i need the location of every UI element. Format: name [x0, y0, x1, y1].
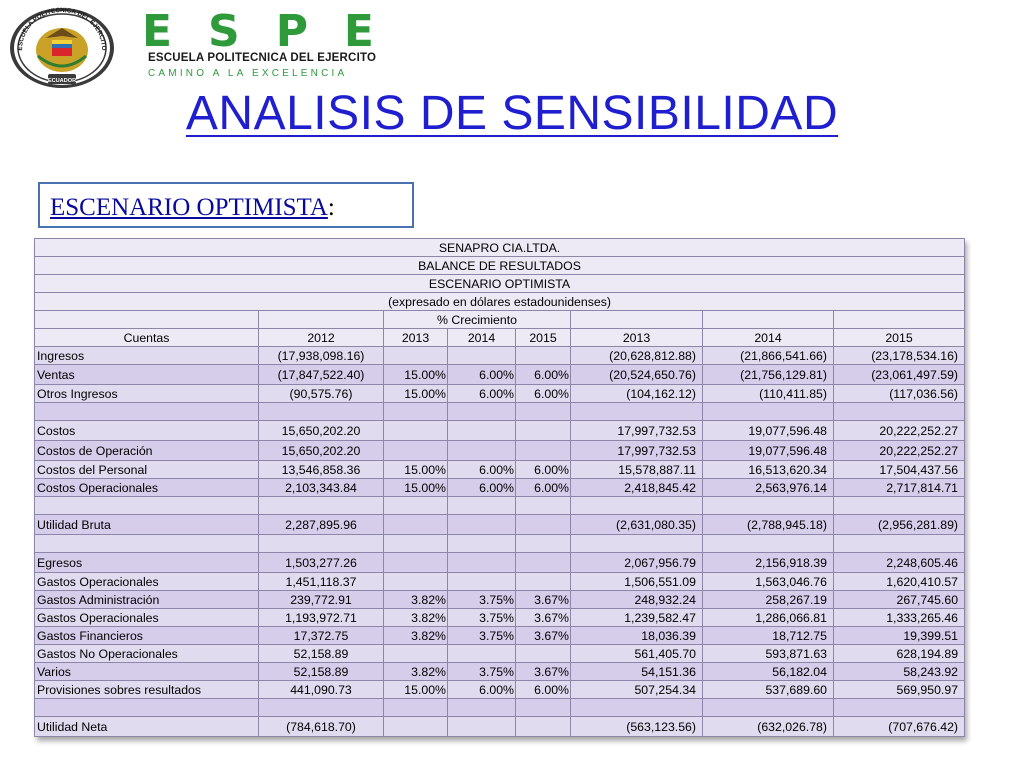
value-cell	[259, 403, 384, 421]
table-row	[35, 627, 965, 645]
value-cell: 3.82%	[384, 627, 448, 645]
header-cell	[571, 311, 703, 329]
value-cell: (23,178,534.16)	[834, 347, 965, 365]
table-row	[35, 421, 965, 441]
value-cell	[384, 403, 448, 421]
header-cell	[834, 311, 965, 329]
value-cell	[516, 573, 571, 591]
value-cell: 1,503,277.26	[259, 553, 384, 573]
currency-note: (expresado en dólares estadounidenses)	[35, 293, 965, 311]
value-cell: 6.00%	[448, 365, 516, 385]
value-cell	[516, 497, 571, 515]
value-cell	[384, 717, 448, 737]
value-cell: 3.67%	[516, 627, 571, 645]
value-cell	[516, 553, 571, 573]
value-cell: (784,618.70)	[259, 717, 384, 737]
seal-text-bottom: ECUADOR	[47, 78, 77, 84]
value-cell	[259, 497, 384, 515]
value-cell: 2,418,845.42	[571, 479, 703, 497]
value-cell: 6.00%	[516, 461, 571, 479]
account-cell	[35, 535, 259, 553]
spacer-row	[35, 535, 965, 553]
value-cell	[834, 699, 965, 717]
table-row	[35, 365, 965, 385]
value-cell: 17,997,732.53	[571, 421, 703, 441]
logo-letter: S	[208, 6, 240, 57]
table-row	[35, 573, 965, 591]
value-cell: (104,162.12)	[571, 385, 703, 403]
value-cell: 6.00%	[448, 461, 516, 479]
value-cell: (707,676.42)	[834, 717, 965, 737]
value-cell: 3.82%	[384, 591, 448, 609]
page-title: ANALISIS DE SENSIBILIDAD	[185, 87, 839, 140]
value-cell: 15.00%	[384, 385, 448, 403]
account-cell: Varios	[35, 663, 259, 681]
table-row	[35, 663, 965, 681]
table-row	[35, 553, 965, 573]
value-cell: 2,103,343.84	[259, 479, 384, 497]
header-row	[35, 293, 965, 311]
table-scenario: ESCENARIO OPTIMISTA	[35, 275, 965, 293]
value-cell	[448, 515, 516, 535]
column-header-row	[35, 329, 965, 347]
account-cell: Costos de Operación	[35, 441, 259, 461]
logo-letter: P	[275, 6, 308, 57]
table-row	[35, 347, 965, 365]
account-cell: Otros Ingresos	[35, 385, 259, 403]
value-cell: 17,372.75	[259, 627, 384, 645]
account-cell: Utilidad Bruta	[35, 515, 259, 535]
value-cell: 1,563,046.76	[703, 573, 834, 591]
value-cell	[516, 515, 571, 535]
value-cell	[448, 441, 516, 461]
logo-letter: E	[142, 6, 173, 57]
income-statement-table	[34, 238, 965, 737]
spacer-row	[35, 403, 965, 421]
value-cell	[571, 497, 703, 515]
scenario-label: ESCENARIO OPTIMISTA	[50, 194, 328, 221]
value-cell	[516, 421, 571, 441]
value-cell: 628,194.89	[834, 645, 965, 663]
value-cell: 1,286,066.81	[703, 609, 834, 627]
value-cell	[448, 347, 516, 365]
value-cell: 1,193,972.71	[259, 609, 384, 627]
logo-letters	[142, 6, 374, 57]
value-cell: (21,756,129.81)	[703, 365, 834, 385]
account-cell: Ingresos	[35, 347, 259, 365]
value-cell: 20,222,252.27	[834, 421, 965, 441]
account-cell	[35, 699, 259, 717]
value-cell	[516, 645, 571, 663]
table-row	[35, 645, 965, 663]
value-cell: (2,956,281.89)	[834, 515, 965, 535]
value-cell	[834, 403, 965, 421]
table-row	[35, 681, 965, 699]
value-cell: 15.00%	[384, 681, 448, 699]
header-row	[35, 311, 965, 329]
value-cell	[703, 403, 834, 421]
value-cell: (2,788,945.18)	[703, 515, 834, 535]
scenario-box	[38, 182, 414, 228]
table-row	[35, 385, 965, 403]
value-cell	[384, 421, 448, 441]
header-row	[35, 239, 965, 257]
value-cell	[384, 347, 448, 365]
account-cell: Gastos Administración	[35, 591, 259, 609]
table-row	[35, 461, 965, 479]
value-cell: 20,222,252.27	[834, 441, 965, 461]
value-cell: (110,411.85)	[703, 385, 834, 403]
value-cell	[448, 421, 516, 441]
value-cell: 593,871.63	[703, 645, 834, 663]
header-cell	[259, 311, 384, 329]
seal-text-top: ESCUELA POLITECNICA DEL EJERCITO	[16, 6, 108, 51]
table-row	[35, 717, 965, 737]
value-cell	[516, 699, 571, 717]
value-cell: 258,267.19	[703, 591, 834, 609]
column-header: 2014	[448, 329, 516, 347]
value-cell: 15.00%	[384, 479, 448, 497]
column-header: 2013	[571, 329, 703, 347]
value-cell	[516, 347, 571, 365]
account-cell: Costos Operacionales	[35, 479, 259, 497]
value-cell	[384, 573, 448, 591]
value-cell: 3.75%	[448, 663, 516, 681]
value-cell: 17,504,437.56	[834, 461, 965, 479]
account-cell: Provisiones sobres resultados	[35, 681, 259, 699]
value-cell: 2,287,895.96	[259, 515, 384, 535]
account-cell: Gastos Financieros	[35, 627, 259, 645]
value-cell: (17,847,522.40)	[259, 365, 384, 385]
value-cell: 15.00%	[384, 461, 448, 479]
column-header: 2015	[834, 329, 965, 347]
value-cell	[834, 535, 965, 553]
logo-subtitle: ESCUELA POLITECNICA DEL EJERCITO	[148, 52, 377, 64]
column-header: 2013	[384, 329, 448, 347]
value-cell	[384, 645, 448, 663]
value-cell: 15,650,202.20	[259, 441, 384, 461]
table-row	[35, 591, 965, 609]
value-cell: 6.00%	[516, 365, 571, 385]
header-row	[35, 275, 965, 293]
table-row	[35, 441, 965, 461]
value-cell: 2,717,814.71	[834, 479, 965, 497]
value-cell: (90,575.76)	[259, 385, 384, 403]
company-name: SENAPRO CIA.LTDA.	[35, 239, 965, 257]
value-cell: 6.00%	[516, 681, 571, 699]
value-cell	[448, 403, 516, 421]
espe-seal	[8, 6, 116, 90]
value-cell	[571, 699, 703, 717]
value-cell	[384, 441, 448, 461]
account-cell: Gastos Operacionales	[35, 573, 259, 591]
header-row	[35, 257, 965, 275]
value-cell: 52,158.89	[259, 663, 384, 681]
value-cell: 3.67%	[516, 663, 571, 681]
value-cell	[516, 441, 571, 461]
value-cell: 537,689.60	[703, 681, 834, 699]
value-cell: 1,620,410.57	[834, 573, 965, 591]
value-cell: (17,938,098.16)	[259, 347, 384, 365]
column-header: Cuentas	[35, 329, 259, 347]
table-row	[35, 609, 965, 627]
value-cell	[703, 535, 834, 553]
value-cell	[448, 573, 516, 591]
value-cell: 6.00%	[516, 385, 571, 403]
account-cell	[35, 403, 259, 421]
value-cell	[384, 699, 448, 717]
value-cell	[448, 553, 516, 573]
value-cell	[834, 497, 965, 515]
value-cell: 561,405.70	[571, 645, 703, 663]
value-cell: (563,123.56)	[571, 717, 703, 737]
value-cell: 16,513,620.34	[703, 461, 834, 479]
value-cell: 56,182.04	[703, 663, 834, 681]
value-cell	[448, 645, 516, 663]
value-cell: 58,243.92	[834, 663, 965, 681]
table-row	[35, 479, 965, 497]
account-cell: Egresos	[35, 553, 259, 573]
spacer-row	[35, 497, 965, 515]
espe-logo	[142, 6, 382, 82]
value-cell: 3.75%	[448, 609, 516, 627]
column-header: 2015	[516, 329, 571, 347]
value-cell: (21,866,541.66)	[703, 347, 834, 365]
value-cell: 3.82%	[384, 663, 448, 681]
scenario-colon: :	[327, 194, 335, 221]
svg-text:ESCUELA POLITECNICA DEL EJERCI	[17, 7, 107, 51]
value-cell: (23,061,497.59)	[834, 365, 965, 385]
header-cell	[35, 311, 259, 329]
value-cell: (20,524,650.76)	[571, 365, 703, 385]
income-statement-sheet	[34, 238, 964, 737]
account-cell: Costos	[35, 421, 259, 441]
value-cell	[384, 497, 448, 515]
growth-header: % Crecimiento	[384, 311, 571, 329]
value-cell: 6.00%	[516, 479, 571, 497]
value-cell: 13,546,858.36	[259, 461, 384, 479]
value-cell: 18,712.75	[703, 627, 834, 645]
account-cell: Costos del Personal	[35, 461, 259, 479]
column-header: 2012	[259, 329, 384, 347]
value-cell: 17,997,732.53	[571, 441, 703, 461]
value-cell: 6.00%	[448, 385, 516, 403]
header-cell	[703, 311, 834, 329]
value-cell: (2,631,080.35)	[571, 515, 703, 535]
value-cell: 267,745.60	[834, 591, 965, 609]
value-cell: 507,254.34	[571, 681, 703, 699]
value-cell	[516, 535, 571, 553]
value-cell: 52,158.89	[259, 645, 384, 663]
value-cell	[384, 553, 448, 573]
account-cell	[35, 497, 259, 515]
value-cell: 19,399.51	[834, 627, 965, 645]
value-cell: (20,628,812.88)	[571, 347, 703, 365]
value-cell	[571, 403, 703, 421]
value-cell: 3.82%	[384, 609, 448, 627]
value-cell	[571, 535, 703, 553]
value-cell: 3.67%	[516, 609, 571, 627]
logo-letter: E	[343, 6, 374, 57]
report-name: BALANCE DE RESULTADOS	[35, 257, 965, 275]
value-cell	[448, 497, 516, 515]
value-cell: (117,036.56)	[834, 385, 965, 403]
value-cell: 2,067,956.79	[571, 553, 703, 573]
value-cell: 15.00%	[384, 365, 448, 385]
value-cell	[703, 699, 834, 717]
value-cell: 15,650,202.20	[259, 421, 384, 441]
value-cell	[516, 403, 571, 421]
value-cell: 441,090.73	[259, 681, 384, 699]
value-cell: 1,333,265.46	[834, 609, 965, 627]
value-cell: 19,077,596.48	[703, 441, 834, 461]
logo-motto: CAMINO A LA EXCELENCIA	[148, 68, 348, 79]
value-cell: 1,451,118.37	[259, 573, 384, 591]
value-cell: 15,578,887.11	[571, 461, 703, 479]
value-cell: 569,950.97	[834, 681, 965, 699]
column-header: 2014	[703, 329, 834, 347]
value-cell: 19,077,596.48	[703, 421, 834, 441]
value-cell: 1,239,582.47	[571, 609, 703, 627]
value-cell: 2,156,918.39	[703, 553, 834, 573]
value-cell: 6.00%	[448, 479, 516, 497]
account-cell: Ventas	[35, 365, 259, 385]
value-cell	[516, 717, 571, 737]
value-cell: 3.75%	[448, 591, 516, 609]
value-cell	[703, 497, 834, 515]
value-cell	[259, 535, 384, 553]
value-cell: 6.00%	[448, 681, 516, 699]
spacer-row	[35, 699, 965, 717]
value-cell: 239,772.91	[259, 591, 384, 609]
value-cell: 248,932.24	[571, 591, 703, 609]
account-cell: Gastos Operacionales	[35, 609, 259, 627]
value-cell: 54,151.36	[571, 663, 703, 681]
value-cell: 3.67%	[516, 591, 571, 609]
value-cell	[448, 535, 516, 553]
table-row	[35, 515, 965, 535]
account-cell: Gastos No Operacionales	[35, 645, 259, 663]
value-cell: 2,563,976.14	[703, 479, 834, 497]
value-cell	[259, 699, 384, 717]
account-cell: Utilidad Neta	[35, 717, 259, 737]
value-cell	[448, 717, 516, 737]
value-cell: 2,248,605.46	[834, 553, 965, 573]
value-cell: (632,026.78)	[703, 717, 834, 737]
value-cell	[384, 515, 448, 535]
value-cell	[384, 535, 448, 553]
value-cell: 18,036.39	[571, 627, 703, 645]
value-cell	[448, 699, 516, 717]
value-cell: 3.75%	[448, 627, 516, 645]
value-cell: 1,506,551.09	[571, 573, 703, 591]
